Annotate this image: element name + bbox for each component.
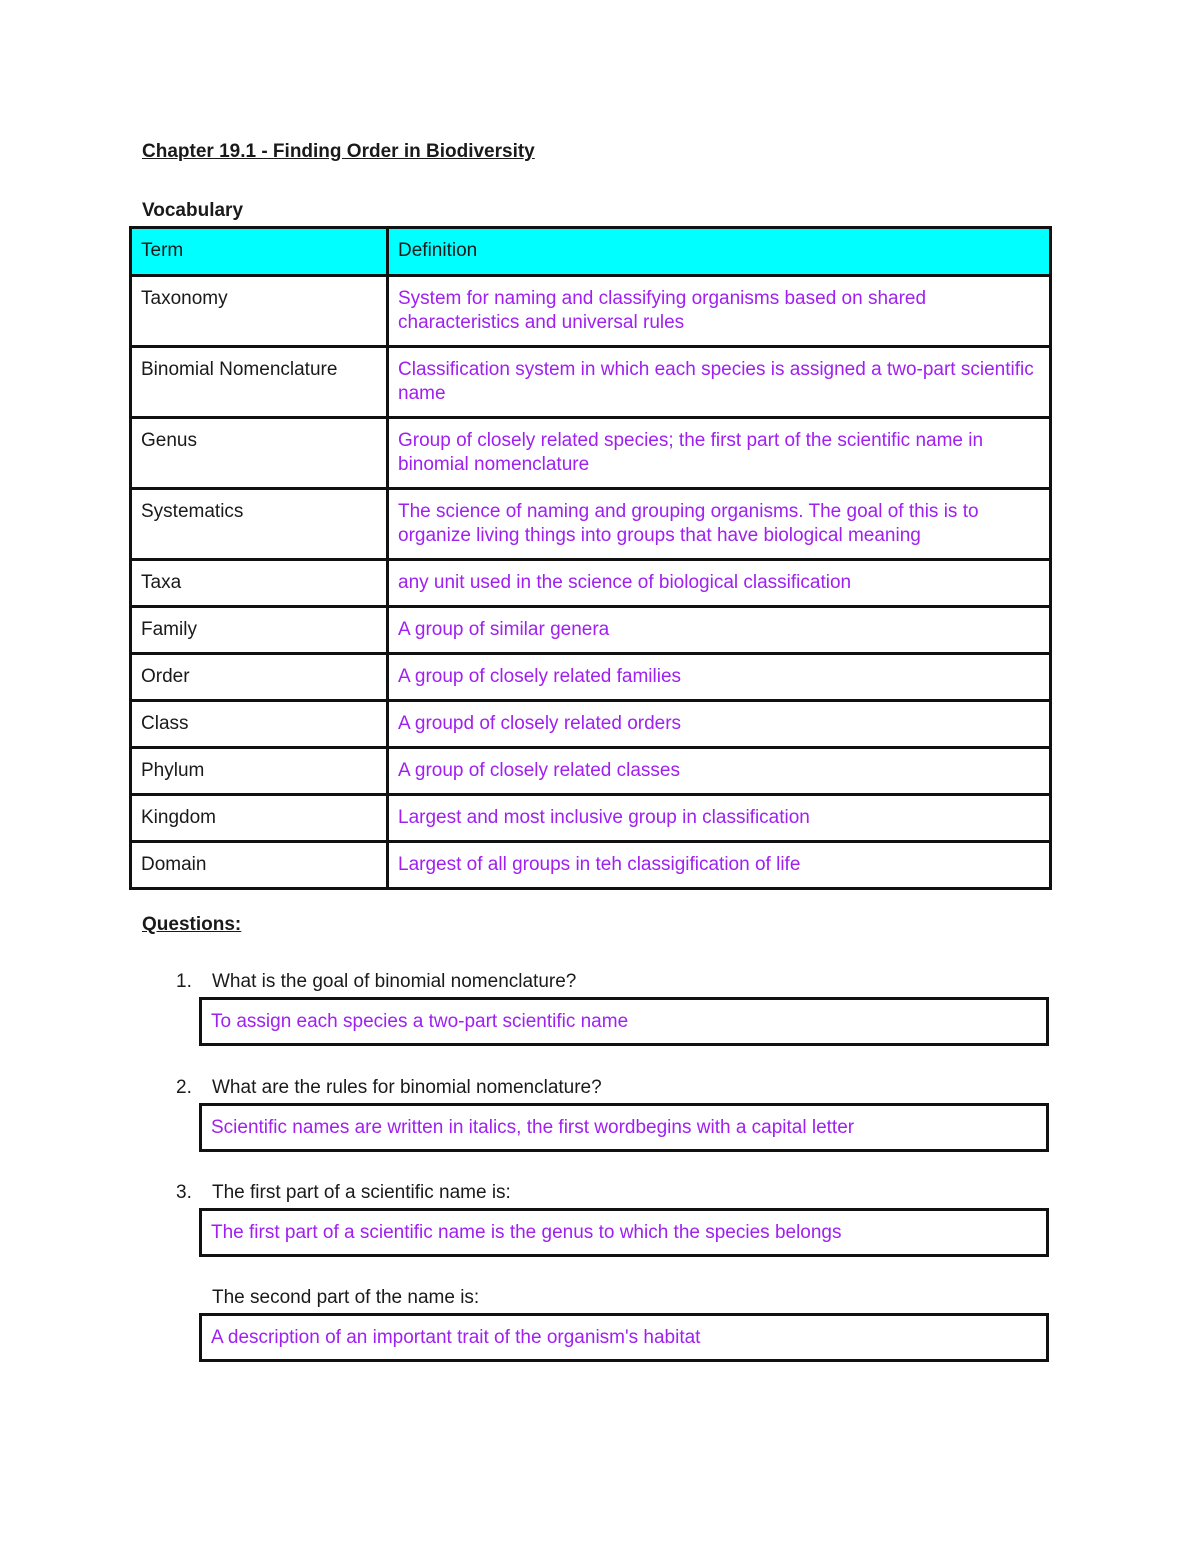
term-cell: Taxonomy <box>131 276 388 347</box>
term-cell: Domain <box>131 842 388 889</box>
term-cell: Taxa <box>131 560 388 607</box>
definition-cell: A group of closely related families <box>388 654 1051 701</box>
vocabulary-label: Vocabulary <box>142 200 244 221</box>
question-number: 1. <box>176 971 192 992</box>
definition-cell: A group of closely related classes <box>388 748 1051 795</box>
table-row <box>131 418 1051 489</box>
answer-box[interactable]: A description of an important trait of the organism's habitat <box>199 1313 1049 1362</box>
term-cell: Family <box>131 607 388 654</box>
table-row <box>131 607 1051 654</box>
table-row <box>131 654 1051 701</box>
table-row <box>131 276 1051 347</box>
page-title: Chapter 19.1 - Finding Order in Biodiversity <box>142 141 535 162</box>
term-cell: Genus <box>131 418 388 489</box>
term-cell: Class <box>131 701 388 748</box>
question-number: 2. <box>176 1077 192 1098</box>
table-row <box>131 795 1051 842</box>
definition-column-header: Definition <box>388 228 1051 276</box>
table-row <box>131 701 1051 748</box>
answer-box[interactable]: To assign each species a two-part scientific name <box>199 997 1049 1046</box>
table-row <box>131 842 1051 889</box>
question-number: 3. <box>176 1182 192 1203</box>
definition-cell: Group of closely related species; the first part of the scientific name in binomial nomenclature <box>388 418 1051 489</box>
definition-cell: A groupd of closely related orders <box>388 701 1051 748</box>
term-cell: Systematics <box>131 489 388 560</box>
definition-cell: Classification system in which each species is assigned a two-part scientific name <box>388 347 1051 418</box>
term-cell: Kingdom <box>131 795 388 842</box>
definition-cell: Largest of all groups in teh classigification of life <box>388 842 1051 889</box>
answer-box[interactable]: The first part of a scientific name is the genus to which the species belongs <box>199 1208 1049 1257</box>
table-row <box>131 489 1051 560</box>
definition-cell: A group of similar genera <box>388 607 1051 654</box>
table-row <box>131 560 1051 607</box>
table-row <box>131 347 1051 418</box>
term-column-header: Term <box>131 228 388 276</box>
term-cell: Order <box>131 654 388 701</box>
question-text: The second part of the name is: <box>212 1287 480 1308</box>
questions-label: Questions: <box>142 914 242 935</box>
definition-cell: The science of naming and grouping organisms. The goal of this is to organize living things into groups that have biological meaning <box>388 489 1051 560</box>
table-row <box>131 748 1051 795</box>
question-text: The first part of a scientific name is: <box>212 1182 511 1203</box>
definition-cell: any unit used in the science of biological classification <box>388 560 1051 607</box>
question-text: What is the goal of binomial nomenclature? <box>212 971 577 992</box>
term-cell: Phylum <box>131 748 388 795</box>
definition-cell: System for naming and classifying organisms based on shared characteristics and universal rules <box>388 276 1051 347</box>
definition-cell: Largest and most inclusive group in classification <box>388 795 1051 842</box>
vocabulary-table <box>129 226 1052 890</box>
term-cell: Binomial Nomenclature <box>131 347 388 418</box>
table-header-row <box>131 228 1051 276</box>
question-text: What are the rules for binomial nomenclature? <box>212 1077 602 1098</box>
answer-box[interactable]: Scientific names are written in italics, the first wordbegins with a capital letter <box>199 1103 1049 1152</box>
